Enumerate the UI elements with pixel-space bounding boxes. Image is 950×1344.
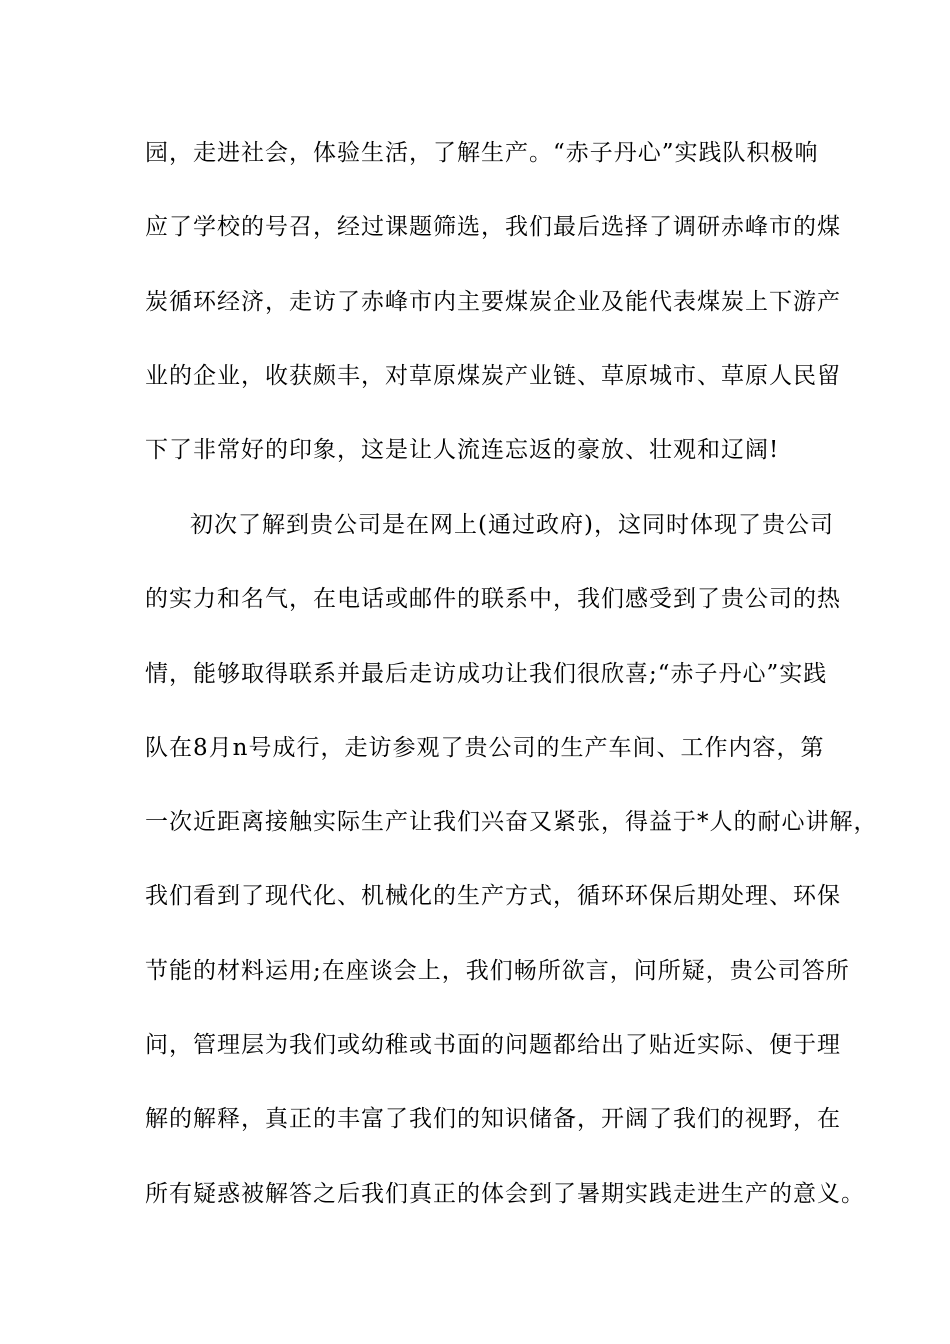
- paragraph-2-line-9: 解的解释，真正的丰富了我们的知识储备，开阔了我们的视野，在: [145, 1106, 841, 1132]
- paragraph-1-line-3: 炭循环经济，走访了赤峰市内主要煤炭企业及能代表煤炭上下游产: [145, 289, 841, 315]
- paragraph-2-line-4: 队在8月n号成行，走访参观了贵公司的生产车间、工作内容，第: [145, 735, 825, 761]
- paragraph-2-line-3: 情，能够取得联系并最后走访成功让我们很欣喜;“赤子丹心”实践: [145, 661, 828, 687]
- paragraph-2-line-7: 节能的材料运用;在座谈会上，我们畅所欲言，问所疑，贵公司答所: [145, 958, 850, 984]
- paragraph-2-line-6: 我们看到了现代化、机械化的生产方式，循环环保后期处理、环保: [145, 883, 841, 909]
- paragraph-2-line-10: 所有疑惑被解答之后我们真正的体会到了暑期实践走进生产的意义。: [145, 1181, 865, 1207]
- paragraph-2-line-8: 问，管理层为我们或幼稚或书面的问题都给出了贴近实际、便于理: [145, 1032, 841, 1058]
- paragraph-2-line-5: 一次近距离接触实际生产让我们兴奋又紧张，得益于*人的耐心讲解，: [145, 809, 878, 835]
- paragraph-1-line-1: 园，走进社会，体验生活，了解生产。“赤子丹心”实践队积极响: [145, 140, 819, 166]
- paragraph-2-line-2: 的实力和名气，在电话或邮件的联系中，我们感受到了贵公司的热: [145, 586, 841, 612]
- paragraph-1-line-4: 业的企业，收获颇丰，对草原煤炭产业链、草原城市、草原人民留: [145, 363, 841, 389]
- paragraph-2-line-1: 初次了解到贵公司是在网上(通过政府)，这同时体现了贵公司: [190, 512, 834, 538]
- paragraph-1-line-5: 下了非常好的印象，这是让人流连忘返的豪放、壮观和辽阔!: [145, 437, 780, 463]
- paragraph-1-line-2: 应了学校的号召，经过课题筛选，我们最后选择了调研赤峰市的煤: [145, 214, 841, 240]
